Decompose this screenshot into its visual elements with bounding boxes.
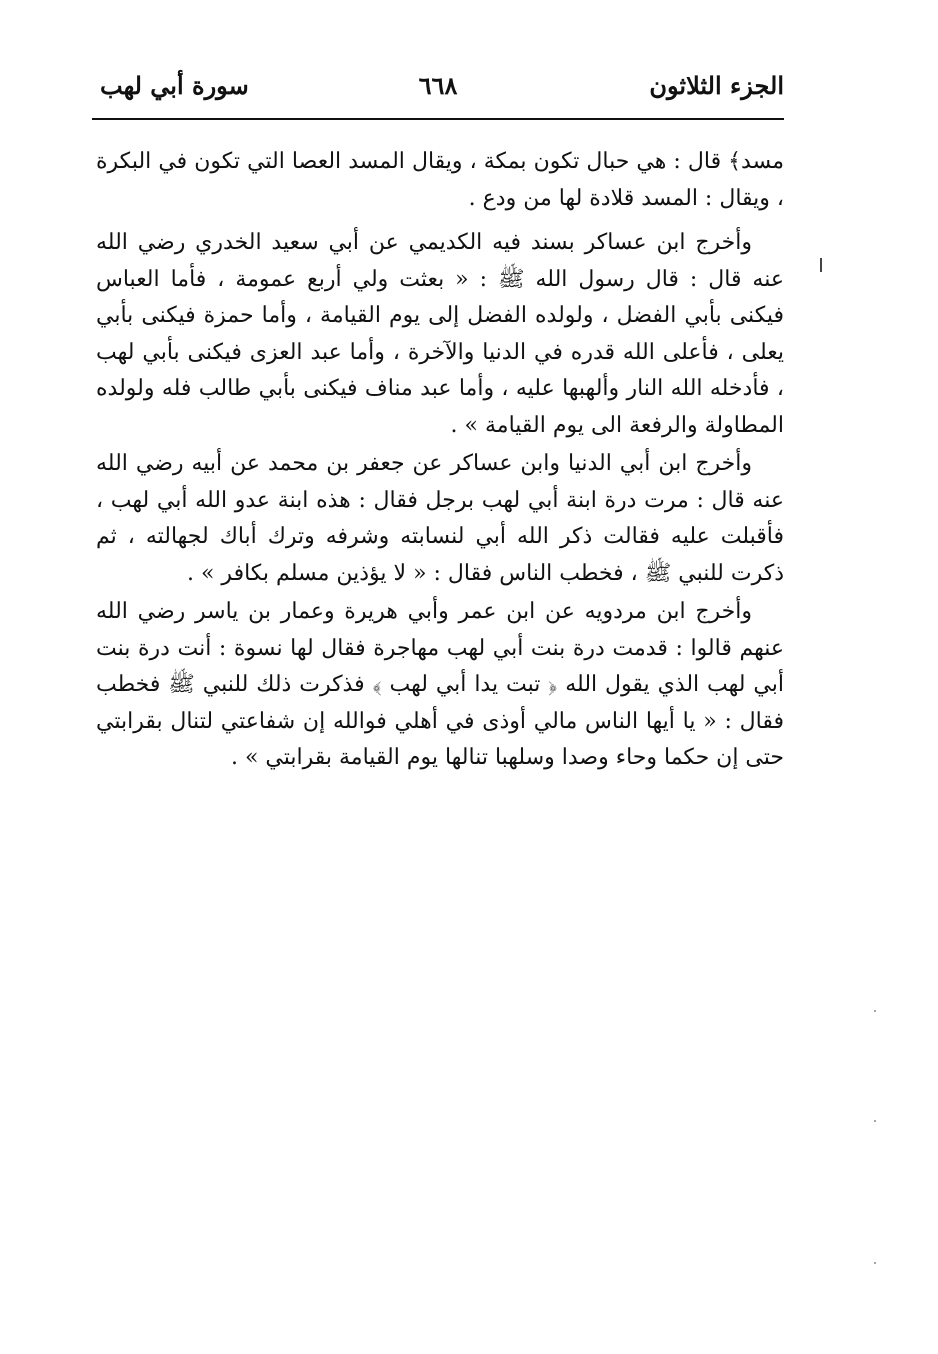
paragraph-continuation: مسد﴾ قال : هي حبال تكون بمكة ، ويقال المسد العصا التي تكون في البكرة ، ويقال : المسد قلادة لها من ودع . bbox=[96, 149, 784, 211]
header-divider bbox=[92, 118, 784, 120]
page-body bbox=[96, 144, 784, 779]
scan-speck bbox=[874, 1010, 876, 1012]
page-number: ٦٦٨ bbox=[418, 71, 458, 100]
surah-title: سورة أبي لهب bbox=[100, 71, 249, 100]
paragraph-ibn-mardawayh: وأخرج ابن مردويه عن ابن عمر وأبي هريرة وعمار بن ياسر رضي الله عنهم قالوا : قدمت درة بنت أبي لهب مهاجرة فقال لها نسوة : أنت درة بنت أبي لهب الذي يقول الله ﴿ تبت يدا أبي لهب ﴾ فذكرت ذلك للنبي ﷺ فخطب فقال : « يا أيها الناس مالي أوذى في أهلي فوالله إن شفاعتي لتنال بقرابتي حتى إن حكما وحاء وصدا وسلهبا تنالها يوم القيامة بقرابتي » . bbox=[96, 599, 784, 770]
paragraph-ibn-abi-dunya: وأخرج ابن أبي الدنيا وابن عساكر عن جعفر بن محمد عن أبيه رضي الله عنه قال : مرت درة ابنة أبي لهب برجل فقال : هذه ابنة عدو الله أبي لهب ، فأقبلت عليه فقالت ذكر الله أبي لنسابته وشرفه وترك أباك لجهالته ، ثم ذكرت للنبي ﷺ ، فخطب الناس فقال : « لا يؤذين مسلم بكافر » . bbox=[96, 451, 784, 586]
margin-mark bbox=[820, 258, 822, 272]
scan-speck bbox=[874, 1120, 876, 1122]
page-header bbox=[92, 68, 784, 108]
part-title: الجزء الثلاثون bbox=[649, 71, 784, 100]
paragraph-ibn-asakir: وأخرج ابن عساكر بسند فيه الكديمي عن أبي سعيد الخدري رضي الله عنه قال : قال رسول الله ﷺ : « بعثت ولي أربع عمومة ، فأما العباس فيكنى بأبي الفضل ، ولولده الفضل إلى يوم القيامة ، وأما حمزة فيكنى بأبي يعلى ، فأعلى الله قدره في الدنيا والآخرة ، وأما عبد العزى فيكنى بأبي لهب ، فأدخله الله النار وألهبها عليه ، وأما عبد مناف فيكنى بأبي طالب فله ولولده المطاولة والرفعة الى يوم القيامة » . bbox=[96, 230, 784, 438]
scan-speck bbox=[874, 1262, 876, 1264]
